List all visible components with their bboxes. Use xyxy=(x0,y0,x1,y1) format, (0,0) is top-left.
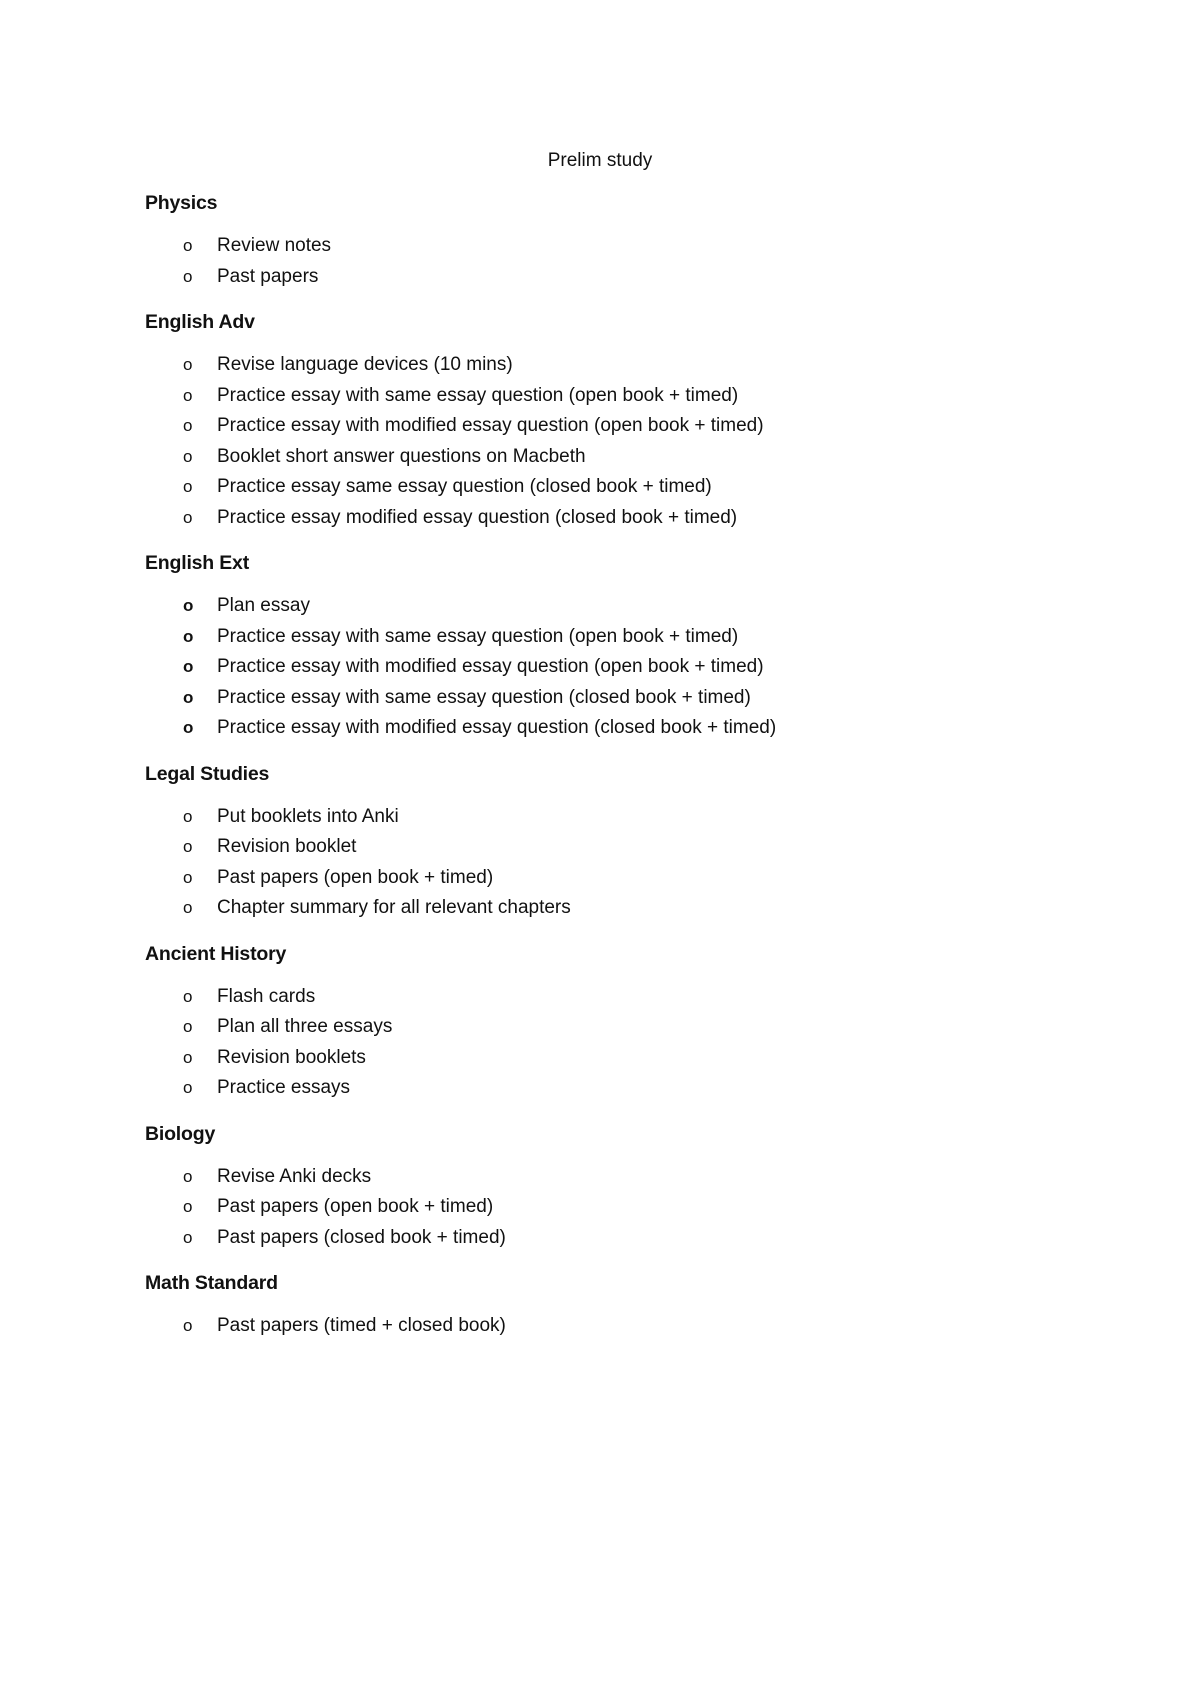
list-item xyxy=(145,381,1125,412)
list-item-text: Revision booklet xyxy=(217,836,357,857)
task-list xyxy=(145,231,1125,292)
section-heading: English Ext xyxy=(145,552,249,574)
list-item xyxy=(145,982,1125,1013)
task-list xyxy=(145,350,1125,533)
task-list xyxy=(145,982,1125,1104)
section-heading: Biology xyxy=(145,1122,216,1145)
bullet-icon: o xyxy=(183,718,194,737)
list-item xyxy=(145,503,1125,534)
list-item xyxy=(145,1043,1125,1074)
section-biology xyxy=(145,1120,1125,1254)
list-item-text: Past papers (timed + closed book) xyxy=(217,1315,506,1336)
list-item-text: Flash cards xyxy=(217,985,316,1007)
bullet-icon: o xyxy=(183,1047,193,1067)
list-item xyxy=(145,1073,1125,1104)
list-item xyxy=(145,802,1125,833)
bullet-icon: o xyxy=(183,596,194,615)
bullet-icon: o xyxy=(183,446,193,466)
bullet-icon: o xyxy=(183,385,193,405)
list-item-text: Past papers (open book + timed) xyxy=(217,866,494,888)
list-item xyxy=(145,832,1125,863)
list-item-text: Revise language devices (10 mins) xyxy=(217,354,513,375)
section-heading: Math Standard xyxy=(145,1272,278,1294)
list-item-text: Booklet short answer questions on Macbeth xyxy=(217,445,586,467)
bullet-icon: o xyxy=(183,1078,193,1097)
list-item xyxy=(145,622,1125,653)
bullet-icon: o xyxy=(183,507,193,527)
list-item-text: Revision booklets xyxy=(217,1046,366,1068)
list-item-text: Past papers (open book + timed) xyxy=(217,1196,494,1217)
section-english-ext xyxy=(145,549,1125,744)
section-heading: Physics xyxy=(145,192,218,214)
list-item xyxy=(145,472,1125,503)
list-item-text: Past papers xyxy=(217,265,319,287)
section-ancient-history xyxy=(145,940,1125,1104)
list-item-text: Put booklets into Anki xyxy=(217,805,399,827)
list-item-text: Chapter summary for all relevant chapters xyxy=(217,897,571,918)
bullet-icon: o xyxy=(183,986,193,1006)
list-item-text: Practice essay with same essay question (open book + timed) xyxy=(217,625,739,647)
section-heading: Ancient History xyxy=(145,942,287,965)
bullet-icon: o xyxy=(183,1227,193,1247)
list-item-text: Practice essays xyxy=(217,1077,351,1098)
list-item-text: Practice essay with same essay question (closed book + timed) xyxy=(217,686,751,708)
list-item-text: Revise Anki decks xyxy=(217,1165,372,1187)
list-item-text: Practice essay with modified essay question (open book + timed) xyxy=(217,415,764,436)
bullet-icon: o xyxy=(183,687,194,707)
list-item xyxy=(145,411,1125,442)
bullet-icon: o xyxy=(183,416,193,435)
list-item xyxy=(145,1223,1125,1254)
bullet-icon: o xyxy=(183,837,193,856)
list-item xyxy=(145,893,1125,924)
bullet-icon: o xyxy=(183,626,194,646)
list-item-text: Practice essay modified essay question (closed book + timed) xyxy=(217,506,738,528)
bullet-icon: o xyxy=(183,657,194,676)
bullet-icon: o xyxy=(183,1166,193,1186)
list-item-text: Practice essay with modified essay question (closed book + timed) xyxy=(217,717,777,738)
section-heading: English Adv xyxy=(145,311,255,333)
list-item-text: Practice essay with same essay question (open book + timed) xyxy=(217,384,739,406)
bullet-icon: o xyxy=(183,806,193,826)
list-item-text: Plan essay xyxy=(217,595,310,616)
section-physics xyxy=(145,189,1125,292)
list-item-text: Past papers (closed book + timed) xyxy=(217,1226,506,1248)
document-body xyxy=(145,189,1125,1358)
document-title: Prelim study xyxy=(547,150,653,171)
task-list xyxy=(145,802,1125,924)
list-item xyxy=(145,591,1125,622)
list-item xyxy=(145,350,1125,381)
task-list xyxy=(145,591,1125,744)
list-item-text: Plan all three essays xyxy=(217,1016,393,1037)
list-item xyxy=(145,863,1125,894)
list-item xyxy=(145,1012,1125,1043)
list-item-text: Practice essay same essay question (closed book + timed) xyxy=(217,476,712,497)
list-item xyxy=(145,713,1125,744)
list-item xyxy=(145,1311,1125,1342)
section-heading: Legal Studies xyxy=(145,762,270,785)
section-legal-studies xyxy=(145,760,1125,924)
bullet-icon: o xyxy=(183,266,193,286)
list-item-text: Practice essay with modified essay question (open book + timed) xyxy=(217,656,764,677)
bullet-icon: o xyxy=(183,477,193,496)
task-list xyxy=(145,1162,1125,1254)
list-item xyxy=(145,231,1125,262)
bullet-icon: o xyxy=(183,1197,193,1216)
bullet-icon: o xyxy=(183,355,193,374)
list-item xyxy=(145,262,1125,293)
list-item xyxy=(145,683,1125,714)
list-item xyxy=(145,1162,1125,1193)
section-english-adv xyxy=(145,308,1125,533)
list-item xyxy=(145,442,1125,473)
bullet-icon: o xyxy=(183,1017,193,1036)
list-item-text: Review notes xyxy=(217,235,332,256)
section-math-standard xyxy=(145,1269,1125,1342)
list-item xyxy=(145,1192,1125,1223)
task-list xyxy=(145,1311,1125,1342)
list-item xyxy=(145,652,1125,683)
bullet-icon: o xyxy=(183,236,193,255)
bullet-icon: o xyxy=(183,867,193,887)
bullet-icon: o xyxy=(183,898,193,917)
bullet-icon: o xyxy=(183,1316,193,1335)
